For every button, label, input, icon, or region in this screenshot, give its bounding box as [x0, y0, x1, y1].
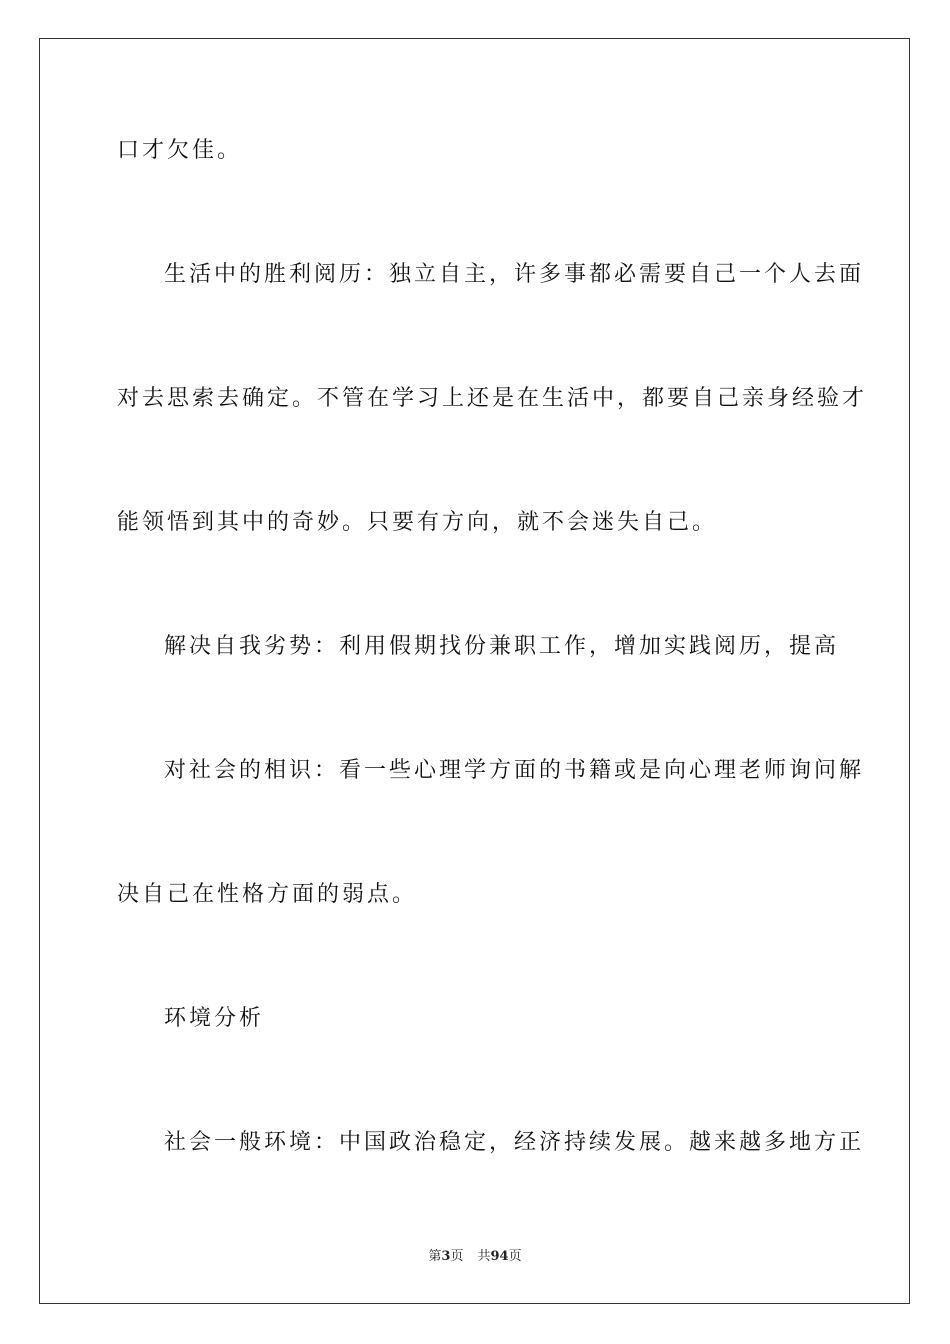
footer-total-suffix: 页 [508, 1249, 522, 1264]
text-line-2: 生活中的胜利阅历：独立自主，许多事都必需要自己一个人去面 [164, 262, 865, 287]
text-line-1: 口才欠佳。 [117, 138, 243, 163]
text-line-7: 决自己在性格方面的弱点。 [117, 882, 418, 907]
text-line-3: 对去思索去确定。不管在学习上还是在生活中，都要自己亲身经验才 [117, 386, 868, 411]
text-line-5: 解决自我劣势：利用假期找份兼职工作，增加实践阅历，提高 [164, 634, 840, 659]
footer-page-number: 3 [441, 1249, 451, 1264]
text-line-9: 社会一般环境：中国政治稳定，经济持续发展。越来越多地方正 [164, 1130, 865, 1155]
page-footer [0, 1248, 950, 1266]
page-border [39, 38, 910, 1304]
footer-page-prefix: 第 [428, 1249, 442, 1264]
section-heading: 环境分析 [164, 1006, 265, 1031]
text-line-6: 对社会的相识：看一些心理学方面的书籍或是向心理老师询问解 [164, 758, 865, 783]
footer-page-suffix: 页 [450, 1249, 464, 1264]
footer-total-pages: 94 [490, 1249, 509, 1264]
text-line-4: 能领悟到其中的奇妙。只要有方向，就不会迷失自己。 [117, 510, 718, 535]
footer-total-prefix: 共 [477, 1249, 491, 1264]
